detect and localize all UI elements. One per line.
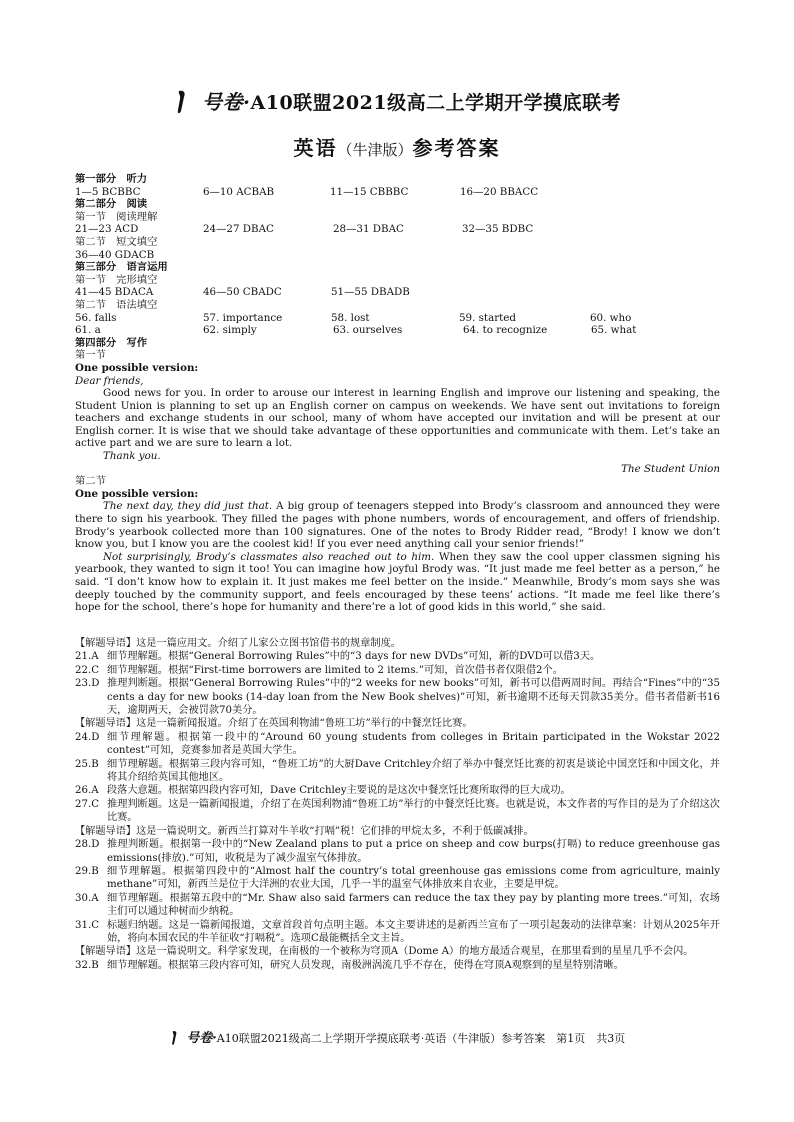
footer-logo xyxy=(169,1030,183,1049)
explanation-item xyxy=(75,798,720,825)
part4-title: 第四部分 写作 xyxy=(75,336,148,349)
grammar-row-2 xyxy=(75,324,720,337)
grammar-answer: 61. a xyxy=(75,324,101,337)
explanation-item xyxy=(75,677,720,717)
item-text: 细节理解题。根据第五段中的“Mr. Shaw also said farmers can reduce the tax they pay by planting more trees.”可知，农场主们可以通过种树而少纳税。 xyxy=(107,892,720,918)
guide-text: 【解题导语】这是一篇新闻报道。介绍了在英国利物浦“鲁班工坊”举行的中餐烹饪比赛。 xyxy=(75,718,473,730)
answer-range: 1—5 BCBBC xyxy=(75,185,141,198)
grammar-answer: 58. lost xyxy=(331,311,370,324)
letter-body: Good news for you. In order to arouse our interest in learning English and improve our listening and speaking, the Student Union is planning to set up an English corner on campus on weekends. We have sent out invitations to foreign teachers and exchange students in our school, many of whom have accepted our invitation and will be present at our English corner. It is wise that we should take advantage of these opportunities and communicate with them. Let’s take an active part and we are sure to learn a lot. xyxy=(75,387,720,450)
part2-sec1-title: 第一节 阅读理解 xyxy=(75,210,158,223)
explanations-section xyxy=(75,637,720,972)
answer-range: 11—15 CBBBC xyxy=(330,185,409,198)
grammar-answer: 57. importance xyxy=(203,311,283,324)
item-number: 31.C xyxy=(75,919,99,931)
letter-signature: The Student Union xyxy=(621,462,720,475)
answer-range: 28—31 DBAC xyxy=(333,223,404,236)
item-text: 细节理解题。根据第三段内容可知，“鲁班工坊”的大厨Dave Critchley介绍了举办中餐烹饪比赛的初衷是谈论中国烹饪和中国文化，并将其介绍给英国其他地区。 xyxy=(107,758,720,784)
story-p1-lead: The next day, they did just that. xyxy=(103,500,273,513)
page-title xyxy=(0,86,794,120)
answer-range: 16—20 BBACC xyxy=(460,185,539,198)
item-text: 推理判断题。这是一篇新闻报道，介绍了在英国利物浦“鲁班工坊”举行的中餐烹饪比赛。也就是说，本文作者的写作目的是为了介绍这次比赛。 xyxy=(107,798,720,824)
item-text: 细节理解题。根据“General Borrowing Rules”中的“3 days for new DVDs”可知，新的DVD可以借3天。 xyxy=(107,651,601,663)
part2-sec2-title: 第二节 短文填空 xyxy=(75,235,158,248)
item-number: 26.A xyxy=(75,785,99,797)
item-text: 推理判断题。根据“General Borrowing Rules”中的“2 weeks for new books”可知，新书可以借两周时间。再结合“Fines”中的“35 cents a day for new books (14-day loan from the New Book shelves)”可知，新书逾期不还每天罚款35美分。借书者借新书16天，逾期两天，会被罚款70美分。 xyxy=(107,678,720,717)
item-number: 29.B xyxy=(75,865,99,877)
item-number: 27.C xyxy=(75,798,99,810)
part3-sec1-title: 第一节 完形填空 xyxy=(75,273,158,286)
grammar-answer: 56. falls xyxy=(75,311,117,324)
answer-range: 51—55 DBADB xyxy=(331,286,410,299)
story-p1-body: A big group of teenagers stepped into Brody’s classroom and announced they were there to sign his yearbook. They filled the pages with phone numbers, words of encouragement, and offers of friendship. Brody’s yearbook collected more than 100 signatures. One of the notes to Brody Ridder read, “Brody! I know we don’t know you, but I know you are the coolest kid! If you ever need anything call your senior friends!” xyxy=(75,500,720,551)
subject-label: 英语 xyxy=(293,135,338,160)
brand-logo xyxy=(173,89,195,120)
page-subtitle xyxy=(0,132,794,161)
answer-range: 21—23 ACD xyxy=(75,223,139,236)
brush-stroke-icon xyxy=(173,89,195,115)
guide-text: 【解题导语】这是一篇说明文。科学家发现，在南极的一个被称为穹顶A（Dome A）的地方最适合观星，在那里看到的星星几乎不会闪。 xyxy=(75,946,694,958)
part2-sec1-answers xyxy=(75,223,720,236)
item-text: 段落大意题。根据第四段内容可知，Dave Critchley主要说的是这次中餐烹饪比赛所取得的巨大成功。 xyxy=(107,785,571,797)
answer-range: 32—35 BDBC xyxy=(462,223,534,236)
part1-answers xyxy=(75,186,720,199)
grammar-answer: 65. what xyxy=(591,324,637,337)
possible-version-label: One possible version: xyxy=(75,361,199,374)
part3-title: 第三部分 语言运用 xyxy=(75,261,168,274)
grammar-answer: 63. ourselves xyxy=(333,324,403,337)
subtitle-end: 参考答案 xyxy=(412,135,501,160)
explanation-item xyxy=(75,838,720,865)
item-number: 24.D xyxy=(75,731,100,743)
writing-sec1-title: 第一节 xyxy=(75,349,106,362)
item-number: 23.D xyxy=(75,678,100,690)
brush-stroke-icon xyxy=(169,1030,183,1046)
page-footer xyxy=(0,1027,794,1049)
part3-sec1-answers xyxy=(75,286,720,299)
grammar-row-1 xyxy=(75,312,720,325)
writing-sec2-title: 第二节 xyxy=(75,475,106,488)
explanation-item xyxy=(75,731,720,758)
item-text: 推理判断题。根据第一段中的“New Zealand plans to put a price on sheep and cow burps(打嗝) to reduce greenhouse gas emissions(排放).”可知，收税是为了减少温室气体排放。 xyxy=(107,839,720,864)
item-text: 细节理解题。根据第四段中的“Almost half the country’s total greenhouse gas emissions come from agriculture, mainly methane”可知，新西兰是位于大洋洲的农业大国，几乎一半的温室气体排放来自农业，主要是甲烷。 xyxy=(107,865,720,891)
item-text: 细节理解题。根据“First-time borrowers are limited to 2 items.”可知，首次借书者仅限借2个。 xyxy=(107,664,563,676)
page-header xyxy=(0,86,794,161)
item-number: 28.D xyxy=(75,839,100,851)
exam-title: A10联盟2021级高二上学期开学摸底联考 xyxy=(250,92,622,114)
explanation-item xyxy=(75,892,720,919)
explanation-item xyxy=(75,784,720,797)
story-p2-body: When they saw the cool upper classmen signing his yearbook, they wanted to sign it too! You can imagine how joyful Brody was. “It just made me feel better as a person,” he said. “I don’t know how to explain it. It just makes me feel better on the inside.” Meanwhile, Brody’s mom says she was deeply touched by the community support, and feels encouraged by these teens’ actions. “It made me feel like there’s hope for the school, there’s hope for humanity and there’re a lot of good kids in this world,” she said. xyxy=(75,550,720,614)
item-number: 32.B xyxy=(75,959,99,971)
guide-text: 【解题导语】这是一篇说明文。新西兰打算对牛羊收“打嗝”税！它们排的甲烷太多，不利于低碳减排。 xyxy=(75,825,534,837)
answer-range: 46—50 CBADC xyxy=(203,286,282,299)
item-text: 细节理解题。根据第三段内容可知，研究人员发现，南极洲涡流几乎不存在，使得在穹顶A观察到的星星特别清晰。 xyxy=(107,959,624,971)
grammar-answer: 64. to recognize xyxy=(463,324,548,337)
part2-sec2-answers: 36—40 GDACB xyxy=(75,248,155,261)
guide-text: 【解题导语】这是一篇应用文。介绍了儿家公立图书馆借书的规章制度。 xyxy=(75,638,401,649)
part1-title: 第一部分 听力 xyxy=(75,173,148,185)
letter-greeting: Dear friends, xyxy=(75,374,144,387)
explanation-item xyxy=(75,664,720,677)
edition-label: （牛津版） xyxy=(337,140,413,159)
story-p2-lead: Not surprisingly, Brody’s classmates also reached out to him. xyxy=(103,550,435,563)
letter-thanks: Thank you. xyxy=(103,450,161,463)
grammar-answer: 60. who xyxy=(590,311,632,324)
part3-sec2-title: 第二节 语法填空 xyxy=(75,298,158,311)
explanation-item xyxy=(75,919,720,946)
answer-range: 6—10 ACBAB xyxy=(203,185,275,198)
item-number: 22.C xyxy=(75,664,99,676)
footer-text: A10联盟2021级高二上学期开学摸底联考·英语（牛津版）参考答案 第1页 共3页 xyxy=(216,1032,626,1045)
possible-version-label-2: One possible version: xyxy=(75,487,199,500)
answer-range: 24—27 DBAC xyxy=(203,223,274,236)
grammar-answer: 59. started xyxy=(459,311,516,324)
item-text: 细节理解题。根据第一段中的“Around 60 young students from colleges in Britain participated in the Wokstar 2022 contest”可知，竞赛参加者是英国大学生。 xyxy=(107,731,720,757)
footer-brand: 号卷· xyxy=(186,1031,217,1046)
item-number: 25.B xyxy=(75,758,99,770)
answer-range: 41—45 BDACA xyxy=(75,286,154,299)
explanation-item xyxy=(75,865,720,892)
explanation-item xyxy=(75,650,720,663)
explanation-item xyxy=(75,959,720,972)
story-paragraph-1 xyxy=(75,500,720,550)
item-number: 21.A xyxy=(75,651,99,663)
brand-name: 号卷· xyxy=(202,90,251,114)
story-paragraph-2 xyxy=(75,551,720,614)
item-text: 标题归纳题。这是一篇新闻报道，文章首段首句点明主题。本文主要讲述的是新西兰宣布了一项引起轰动的法律草案：计划从2025年开始，将向本国农民的牛羊征收“打嗝税”。选项C最能概括全文主旨。 xyxy=(107,919,720,944)
item-number: 30.A xyxy=(75,892,99,904)
part2-title: 第二部分 阅读 xyxy=(75,198,148,211)
grammar-answer: 62. simply xyxy=(203,324,257,337)
explanation-item xyxy=(75,758,720,785)
answers-section xyxy=(75,173,720,614)
